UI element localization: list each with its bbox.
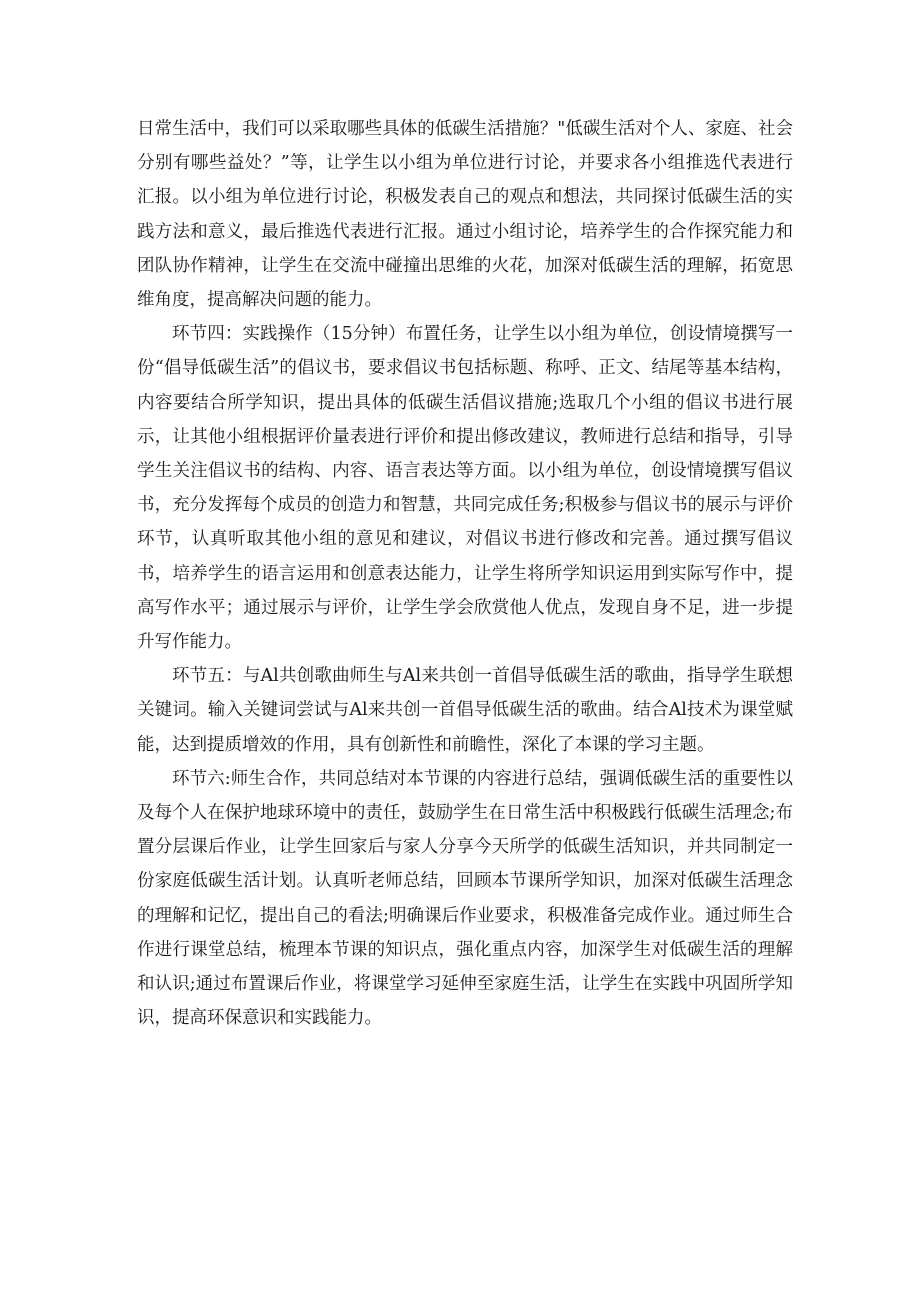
paragraph-stage-four: 环节四：实践操作（15分钟）布置任务，让学生以小组为单位，创设情境撰写一份“倡导低碳生活”的倡议书，要求倡议书包括标题、称呼、正文、结尾等基本结构，内容要结合所学知识，提出具体的低碳生活倡议措施;选取几个小组的倡议书进行展示，让其他小组根据评价量表进行评价和提出修改建议，教师进行总结和指导，引导学生关注倡议书的结构、内容、语言表达等方面。以小组为单位，创设情境撰写倡议书，充分发挥每个成员的创造力和智慧，共同完成任务;积极参与倡议书的展示与评价环节，认真听取其他小组的意见和建议，对倡议书进行修改和完善。通过撰写倡议书，培养学生的语言运用和创意表达能力，让学生将所学知识运用到实际写作中，提高写作水平；通过展示与评价，让学生学会欣赏他人优点，发现自身不足，进一步提升写作能力。: [137, 324, 793, 653]
paragraph-stage-five: 环节五：与Al共创歌曲师生与Al来共创一首倡导低碳生活的歌曲，指导学生联想关键词。输入关键词尝试与Al来共创一首倡导低碳生活的歌曲。结合Al技术为课堂赋能，达到提质增效的作用，具有创新性和前瞻性，深化了本课的学习主题。: [137, 666, 793, 755]
document-page: [137, 112, 793, 1035]
paragraph-stage-six: 环节六:师生合作，共同总结对本节课的内容进行总结，强调低碳生活的重要性以及每个人在保护地球环境中的责任，鼓励学生在日常生活中积极践行低碳生活理念;布置分层课后作业，让学生回家后与家人分享今天所学的低碳生活知识，并共同制定一份家庭低碳生活计划。认真听老师总结，回顾本节课所学知识，加深对低碳生活理念的理解和记忆，提出自己的看法;明确课后作业要求，积极准备完成作业。通过师生合作进行课堂总结，梳理本节课的知识点，强化重点内容，加深学生对低碳生活的理解和认识;通过布置课后作业，将课堂学习延伸至家庭生活，让学生在实践中巩固所学知识，提高环保意识和实践能力。: [137, 768, 793, 1029]
paragraph-discussion-continued: 日常生活中，我们可以采取哪些具体的低碳生活措施？"低碳生活对个人、家庭、社会分别有哪些益处？”等，让学生以小组为单位进行讨论，并要求各小组推选代表进行汇报。以小组为单位进行讨论，积极发表自己的观点和想法，共同探讨低碳生活的实践方法和意义，最后推选代表进行汇报。通过小组讨论，培养学生的合作探究能力和团队协作精神，让学生在交流中碰撞出思维的火花，加深对低碳生活的理解，拓宽思维角度，提高解决问题的能力。: [137, 119, 793, 311]
